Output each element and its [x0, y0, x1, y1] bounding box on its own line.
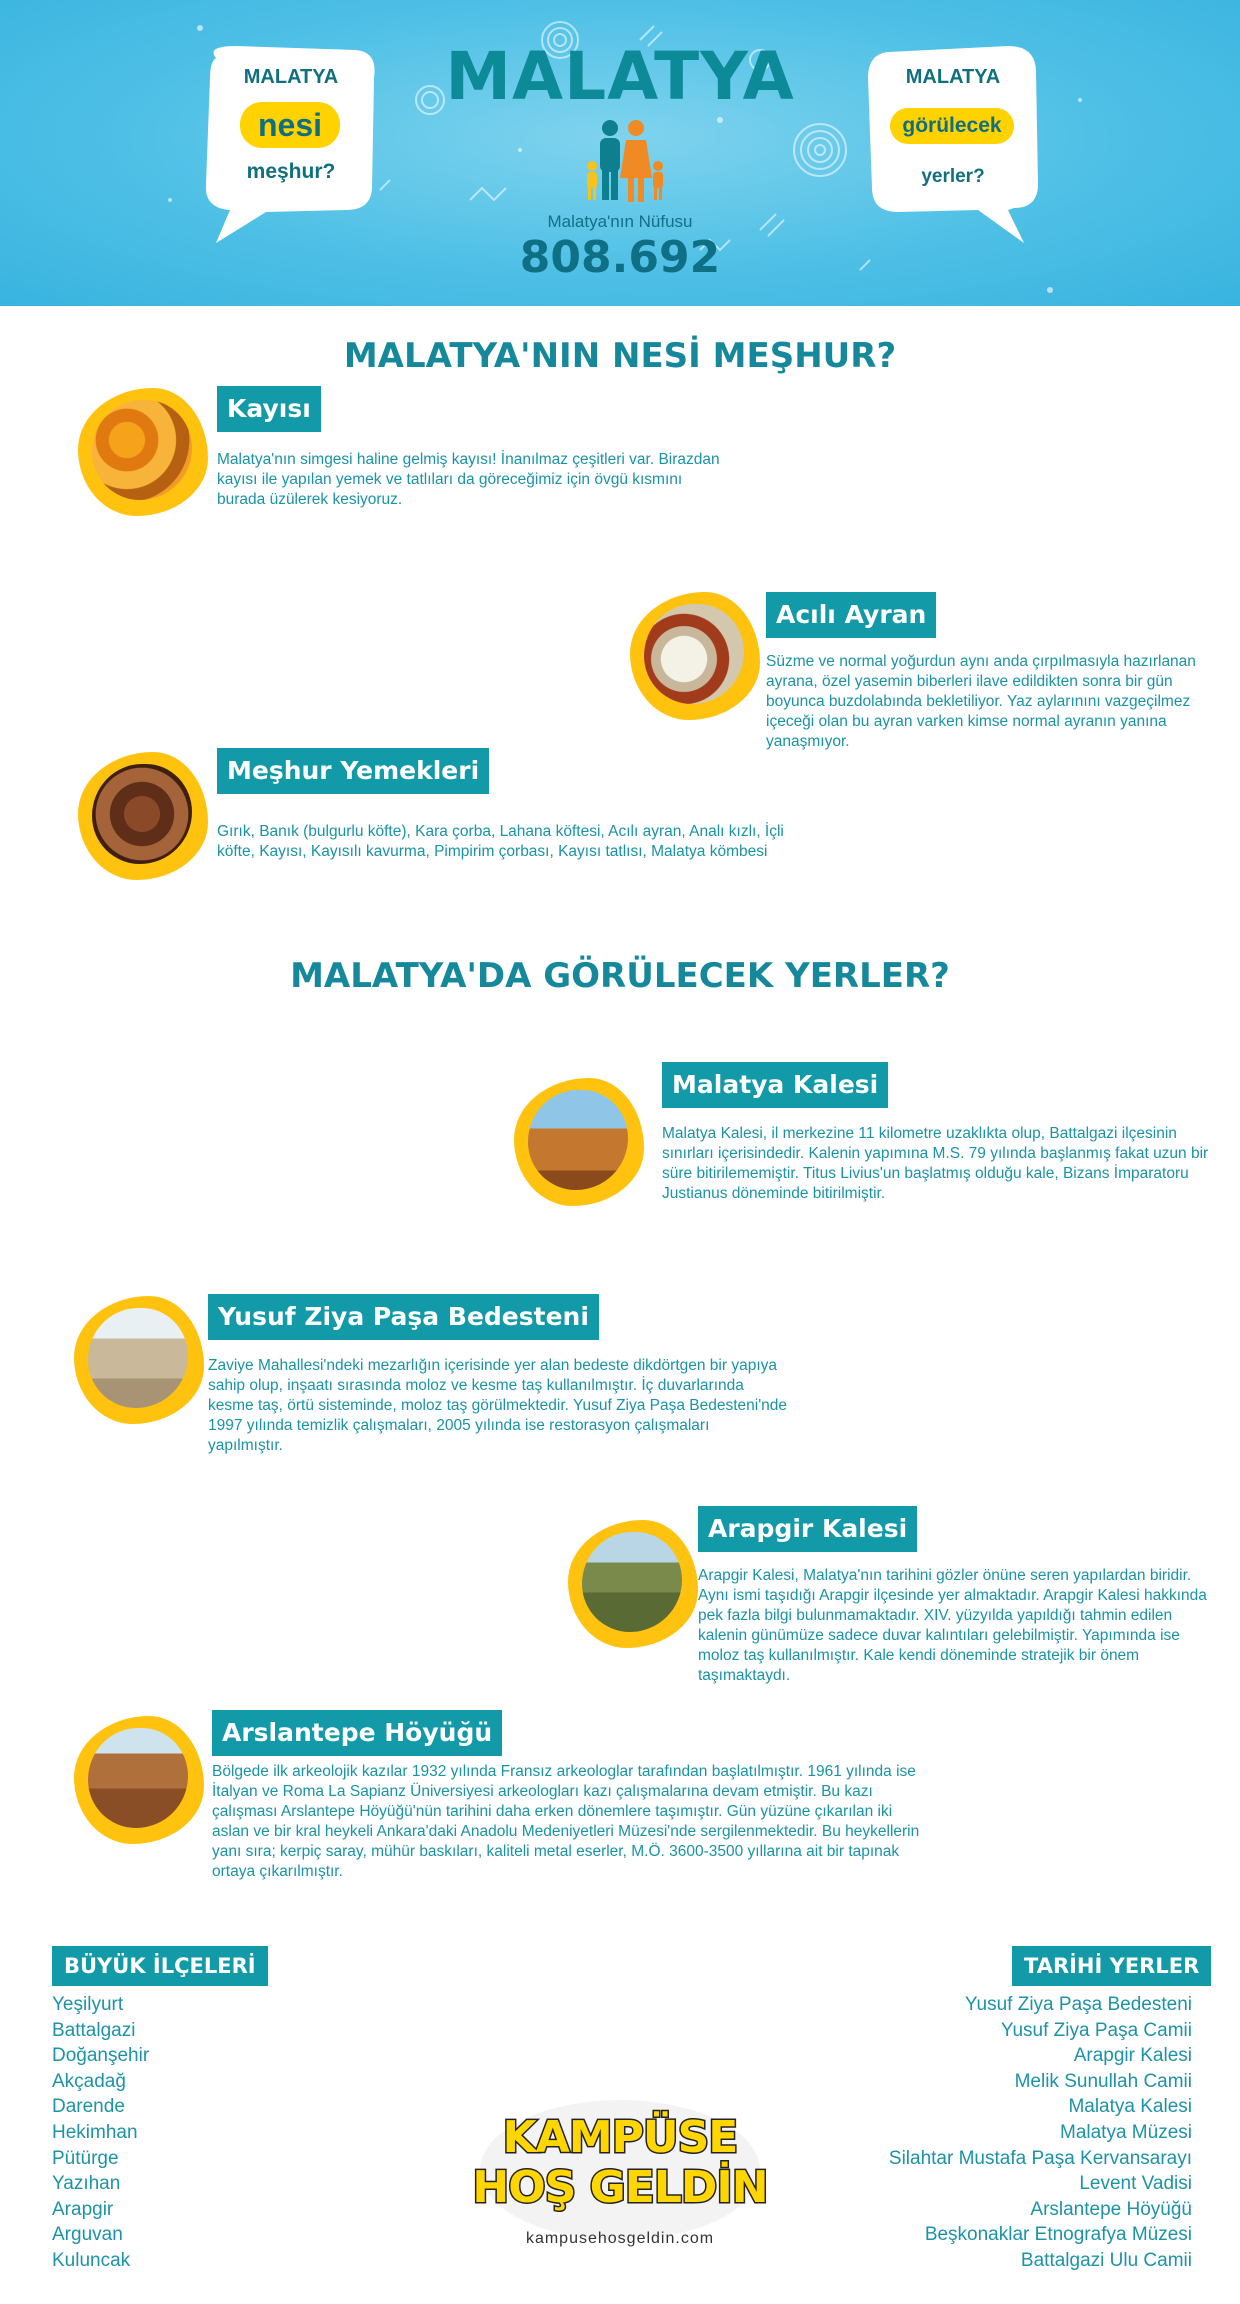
famous-section-title: MALATYA'NIN NESİ MEŞHUR? [343, 336, 897, 376]
item-text-malatya-kalesi: Malatya Kalesi, il merkezine 11 kilometre uzaklıkta olup, Battalgazi ilçesinin sınırları içerisindedir. Kalenin yapımına M.S. 79 yılında başlanmış fakat uzun bir süre bitirilememiştir. Titus Livius'un başlatmış olduğu kale, Bizans İmparatoru Justianus döneminde bitirilmiştir. [662, 1125, 1209, 1202]
historic-place-item: Yusuf Ziya Paşa Camii [1000, 2019, 1192, 2041]
item-text-kayisi: Malatya'nın simgesi haline gelmiş kayısı! İnanılmaz çeşitleri var. Birazdan kayısı ile yapılan yemek ve tatlıları da göreceğimiz için övgü kısmını burada üzülerek kesiyoruz. [217, 451, 720, 508]
item-tag-meshur-yemekleri: Meşhur Yemekleri [217, 748, 489, 794]
item-tag-arslantepe-hoyugu: Arslantepe Höyüğü [212, 1710, 502, 1756]
right-bubble-bottom: yerler? [921, 166, 985, 187]
district-item: Arguvan [52, 2224, 123, 2246]
historic-place-item: Yusuf Ziya Paşa Bedesteni [964, 1994, 1192, 2015]
apricot-photo [78, 388, 208, 516]
population-label: Malatya'nın Nüfusu [547, 212, 693, 231]
arapgir-photo [568, 1520, 698, 1648]
item-tag-kayisi: Kayısı [217, 386, 321, 432]
item-text-acili-ayran: Süzme ve normal yoğurdun aynı anda çırpılmasıyla hazırlanan ayrana, özel yasemin biberleri ilave edildikten sonra bir gün boyunca buzdolabında bekletiliyor. Yaz aylarınını vazgeçilmez içeceği olan bu ayran varken kimse normal ayranın yanına yanaşmıyor. [766, 653, 1196, 750]
food-photo [78, 752, 208, 880]
item-tag-yusuf-ziya-pasa-bedesteni: Yusuf Ziya Paşa Bedesteni [208, 1294, 599, 1340]
left-bubble-bottom: meşhur? [246, 160, 336, 183]
right-bubble-pill: görülecek [890, 108, 1014, 144]
hoyuk-photo [74, 1716, 204, 1844]
district-item: Darende [52, 2096, 125, 2118]
historic-place-item: Malatya Kalesi [1068, 2096, 1192, 2118]
district-item: Yeşilyurt [52, 1994, 124, 2015]
district-item: Battalgazi [52, 2019, 136, 2041]
districts-title: BÜYÜK İLÇELERİ [52, 1946, 268, 1986]
item-text-yusuf-ziya-pasa-bedesteni: Zaviye Mahallesi'ndeki mezarlığın içerisinde yer alan bedeste dikdörtgen bir yapıya sahip olup, inşaatı sırasında moloz ve kesme taş kullanılmıştır. İç duvarlarında kesme taş, örtü sisteminde, moloz taş görülmektedir. Yusuf Ziya Paşa Bedesteni'nde 1997 yılında temizlik çalışmaları, 2005 yılında ise restorasyon çalışmaları yapılmıştır. [208, 1357, 788, 1454]
left-bubble-pill: nesi [240, 102, 340, 148]
district-item: Arapgir [52, 2198, 114, 2220]
district-item: Hekimhan [52, 2121, 138, 2143]
item-text-meshur-yemekleri: Gırık, Banık (bulgurlu köfte), Kara çorba, Lahana köftesi, Acılı ayran, Analı kızlı, İçli köfte, Kayısı, Kayısılı kavurma, Pimpirim çorbası, Kayısı tatlısı, Malatya kömbesi [217, 823, 784, 860]
historic-title: TARİHİ YERLER [1012, 1946, 1211, 1986]
item-text-arslantepe-hoyugu: Bölgede ilk arkeolojik kazılar 1932 yılında Fransız arkeologlar tarafından başlatılmıştır. 1961 yılında ise İtalyan ve Roma La Sapianz Üniversiyesi arkeologları kazı çalışmalarına devam etmiştir. Bu kazı çalışması Arslantepe Höyüğü'nün tarihini daha erken dönemlere taşımıştır. Gün yüzüne çıkarılan iki aslan ve bir kral heykeli Ankara'daki Anadolu Medeniyetleri Müzesi'nde sergilenmektedir. Bu heykellerin yanı sıra; kerpiç saray, mühür baskıları, kaliteli metal eserler, M.Ö. 3600-3500 yıllarına ait bir tapınak ortaya çıkarılmıştır. [212, 1763, 920, 1880]
header-banner [0, 0, 1240, 306]
item-tag-malatya-kalesi: Malatya Kalesi [662, 1062, 888, 1108]
population-value: 808.692 [519, 232, 721, 283]
bedesten-photo [74, 1296, 204, 1424]
header-title: MALATYA [445, 38, 795, 115]
historic-place-item: Levent Vadisi [1079, 2173, 1192, 2195]
item-tag-acili-ayran: Acılı Ayran [766, 592, 936, 638]
historic-place-item: Beşkonaklar Etnografya Müzesi [924, 2224, 1192, 2246]
historic-place-item: Silahtar Mustafa Paşa Kervansarayı [888, 2147, 1192, 2169]
historic-place-item: Malatya Müzesi [1060, 2121, 1192, 2143]
logo-url: kampusehosgeldin.com [525, 2230, 715, 2247]
historic-list [820, 1992, 1192, 2274]
district-item: Yazıhan [52, 2173, 121, 2195]
district-item: Akçadağ [52, 2070, 126, 2092]
logo-line1: KAMPÜSE [502, 2112, 738, 2163]
places-section-title: MALATYA'DA GÖRÜLECEK YERLER? [290, 956, 950, 996]
district-item: Kuluncak [52, 2249, 131, 2271]
logo-line2: HOŞ GELDİN [472, 2162, 768, 2213]
left-bubble-top: MALATYA [243, 66, 339, 88]
item-text-arapgir-kalesi: Arapgir Kalesi, Malatya'nın tarihini gözler önüne seren yapılardan biridir. Aynı ismi taşıdığı Arapgir ilçesinde yer almaktadır. Arapgir Kalesi hakkında pek fazla bilgi bulunmamaktadır. XIV. yüzyılda yapıldığı tahmin edilen kalenin günümüze sadece duvar kalıntıları gelebilmiştir. Yapımında ise moloz taş kullanılmıştır. Kale kendi döneminde stratejik bir önem taşımaktaydı. [698, 1567, 1207, 1684]
historic-place-item: Arslantepe Höyüğü [1030, 2198, 1192, 2220]
historic-place-item: Battalgazi Ulu Camii [1020, 2249, 1192, 2271]
family-icon [586, 118, 666, 208]
district-item: Pütürge [52, 2147, 119, 2169]
ayran-photo [630, 592, 760, 720]
district-item: Doğanşehir [52, 2045, 150, 2067]
kampuse-hos-geldin-logo [470, 2090, 770, 2280]
right-bubble-top: MALATYA [905, 66, 1001, 88]
districts-list [52, 1992, 312, 2274]
historic-place-item: Melik Sunullah Camii [1014, 2070, 1192, 2092]
item-tag-arapgir-kalesi: Arapgir Kalesi [698, 1506, 917, 1552]
historic-place-item: Arapgir Kalesi [1073, 2045, 1192, 2067]
castle-photo [514, 1078, 644, 1206]
